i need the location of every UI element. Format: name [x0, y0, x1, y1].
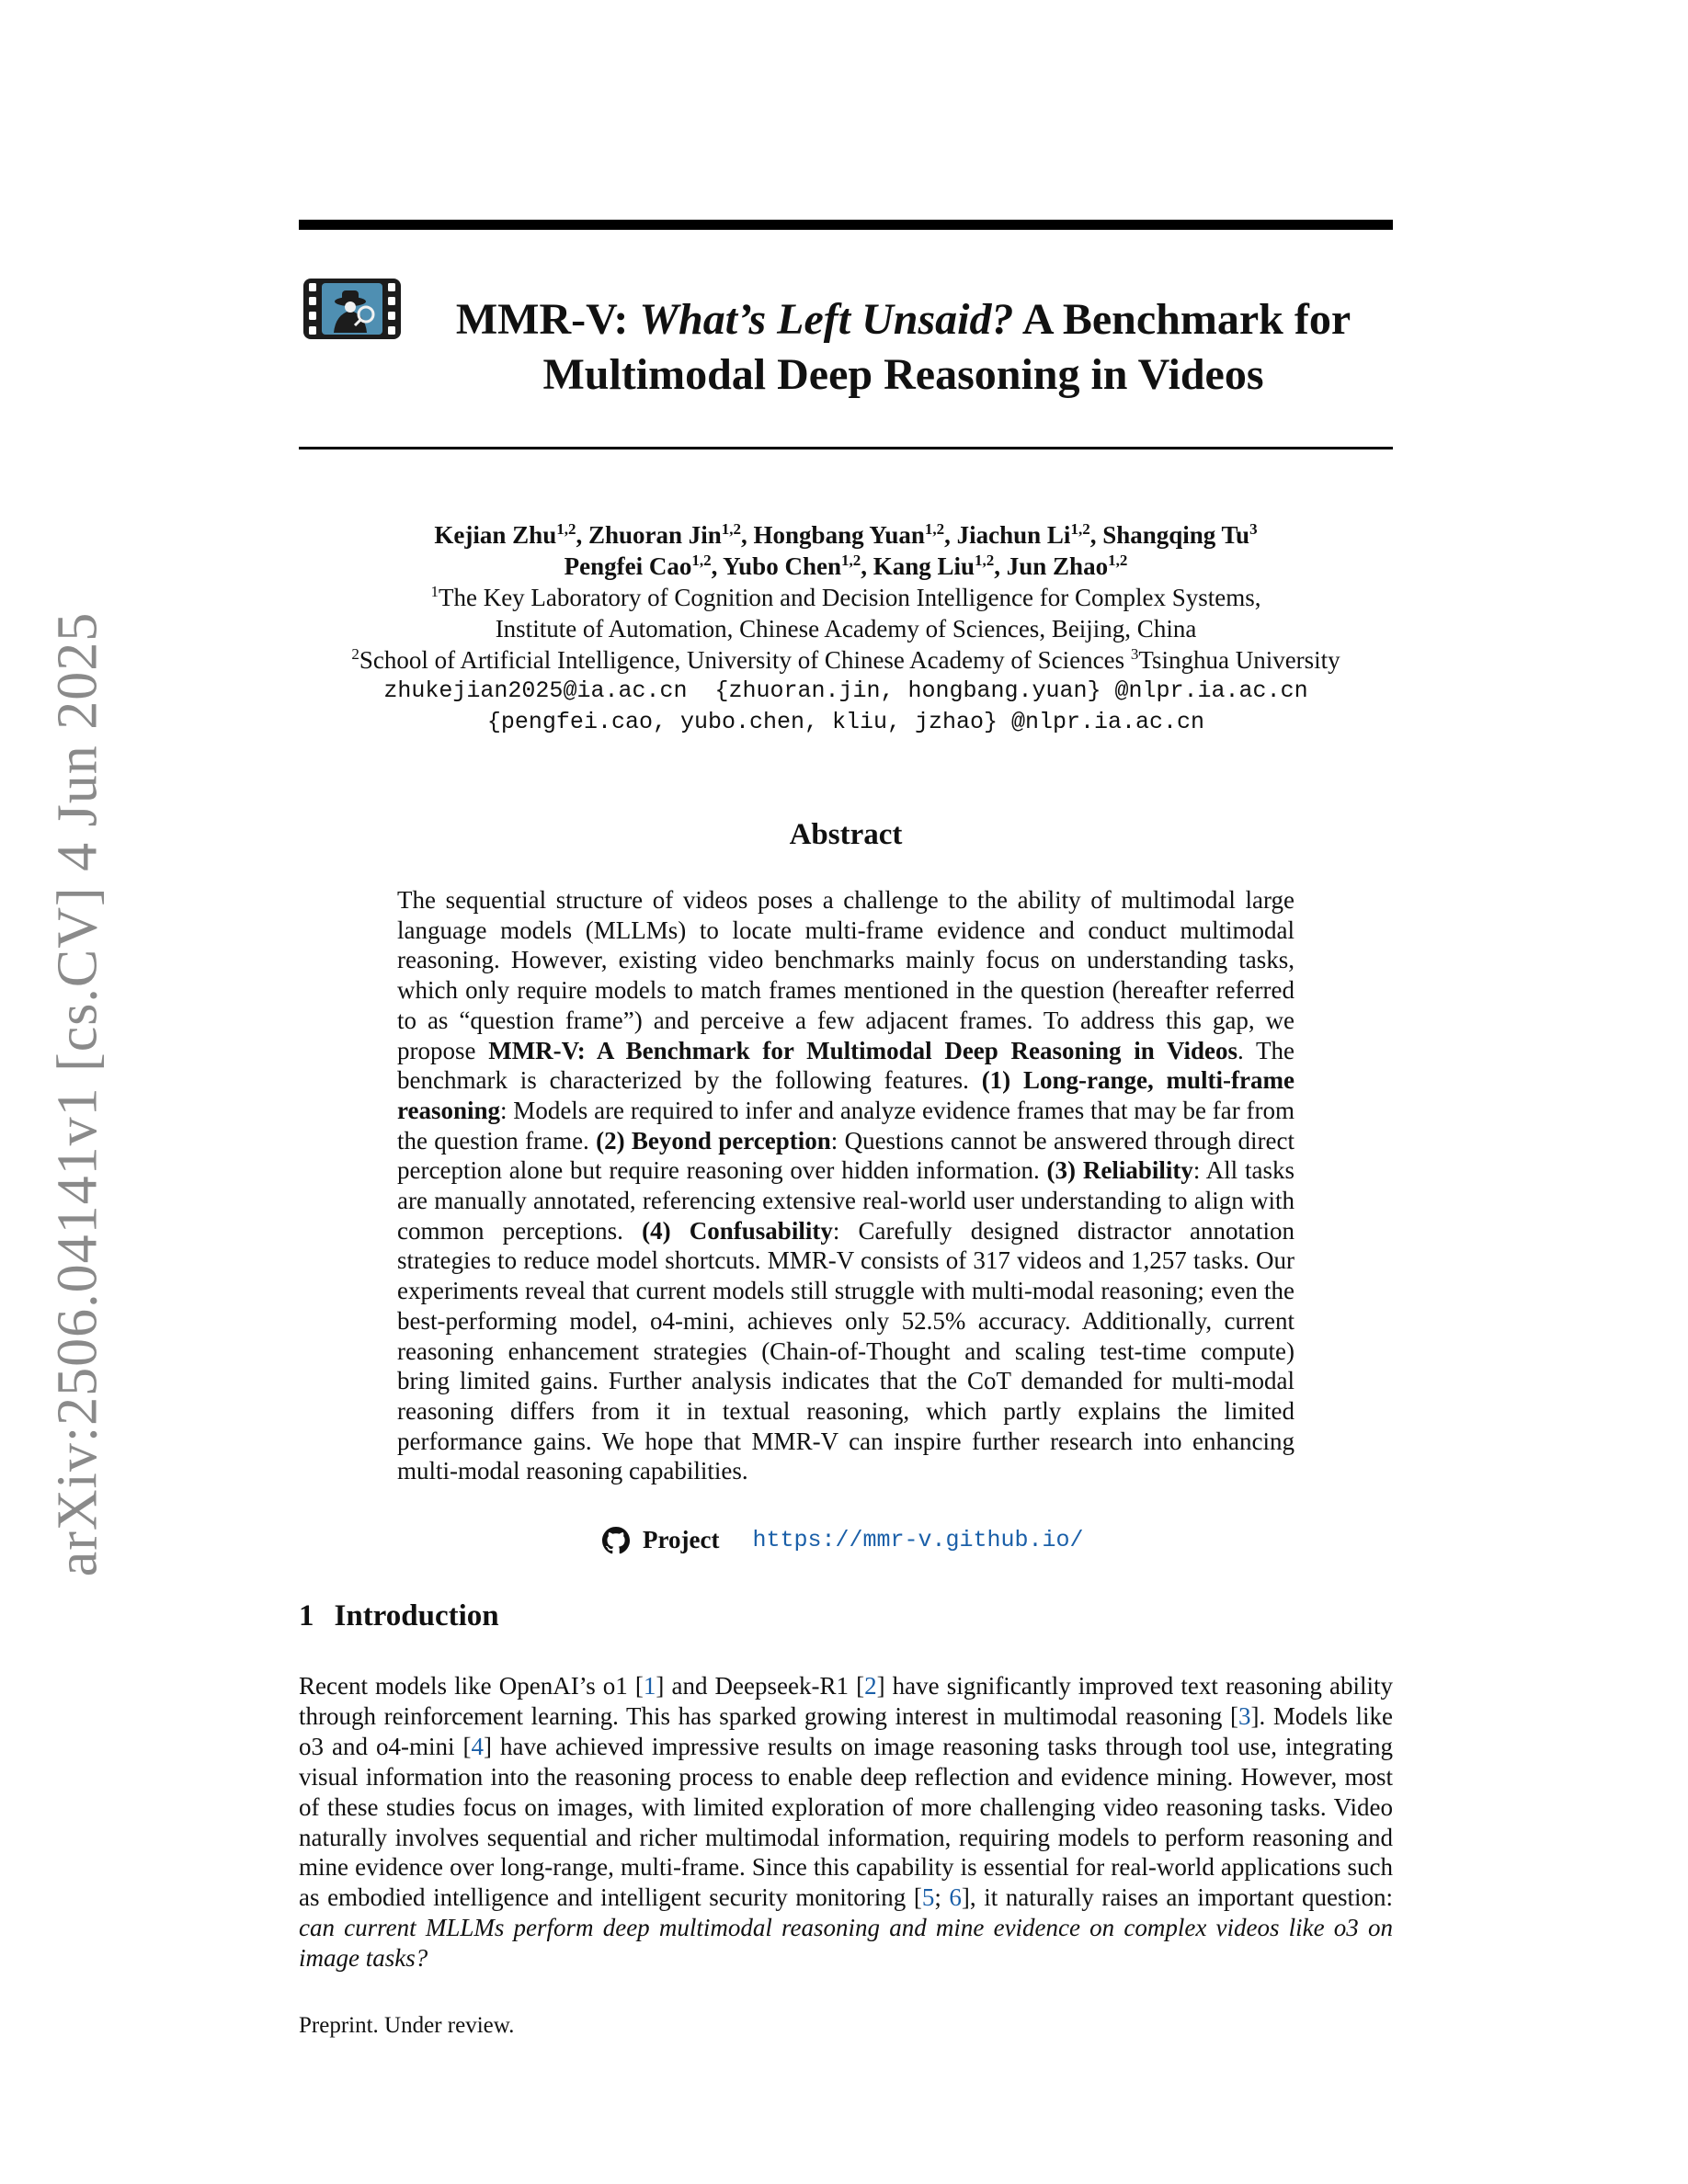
citation-link[interactable]: 2	[864, 1672, 877, 1700]
paper-title	[414, 292, 1393, 403]
arxiv-stamp	[46, 611, 109, 1576]
citation-link[interactable]: 4	[471, 1732, 484, 1760]
project-link-row	[602, 1526, 1084, 1554]
title-italic: What’s Left Unsaid?	[639, 295, 1014, 344]
top-rule	[299, 220, 1393, 230]
author-name: Jun Zhao	[1006, 552, 1109, 580]
email-line-2: {pengfei.cao, yubo.chen, kliu, jzhao} @nlpr.ia.ac.cn	[486, 709, 1205, 735]
author-affiliation-sup: 1,2	[721, 520, 742, 538]
section-number: 1	[299, 1599, 314, 1632]
affiliation-2-3: $^2$School of Artificial Intelligence, University of Chinese Academy of Sciences $^3$Tsinghua University	[351, 645, 1340, 674]
github-icon	[602, 1527, 630, 1554]
affiliation-1: $^1$The Key Laboratory of Cognition and Decision Intelligence for Complex Systems,	[430, 583, 1261, 611]
email-line-1: zhukejian2025@ia.ac.cn {zhuoran.jin, hongbang.yuan} @nlpr.ia.ac.cn	[383, 677, 1308, 704]
author-affiliation-sup: 1,2	[840, 552, 861, 569]
section-title: Introduction	[334, 1599, 499, 1632]
author-line-2: Pengfei Cao$^{1,2}$, Yubo Chen$^{1,2}$, Kang Liu$^{1,2}$, Jun Zhao$^{1,2}$	[564, 552, 1128, 580]
video-film-detective-icon	[302, 278, 402, 340]
author-affiliation-sup: 3	[1249, 520, 1258, 538]
author-name: Hongbang Yuan	[753, 521, 925, 549]
author-name: Yubo Chen	[723, 552, 841, 580]
author-affiliation-sup: 1,2	[556, 520, 576, 538]
citation-link[interactable]: 5	[921, 1883, 935, 1912]
author-name: Shangqing Tu	[1102, 521, 1250, 549]
author-affiliation-sup: 1,2	[975, 552, 995, 569]
title-bottom-rule	[299, 447, 1393, 449]
abstract-body: The sequential structure of videos poses a challenge to the ability of multimodal large language models (MLLMs) to locate multi-frame evidence and conduct multimodal reasoning. However, existing video benchmarks mainly focus on understanding tasks, which only require models to match frames mentioned in the question (hereafter referred to as “question frame”) and perceive a few adjacent frames. To address this gap, we propose MMR-V: A Benchmark for Multimodal Deep Reasoning in Videos. The benchmark is characterized by the following features. (1) Long-range, multi-frame reasoning: Models are required to infer and analyze evidence frames that may be far from the question frame. (2) Beyond perception: Questions cannot be answered through direct perception alone but require reasoning over hidden information. (3) Reliability: All tasks are manually annotated, referencing extensive real-world user understanding to align with common perceptions. (4) Confusability: Carefully designed distractor annotation strategies to reduce model shortcuts. MMR-V consists of 317 videos and 1,257 tasks. Our experiments reveal that current models still struggle with multi-modal reasoning; even the best-performing model, o4-mini, achieves only 52.5% accuracy. Additionally, current reasoning enhancement strategies (Chain-of-Thought and scaling test-time compute) bring limited gains. Further analysis indicates that the CoT demanded for multi-modal reasoning differs from it in textual reasoning, which partly explains the limited performance gains. We hope that MMR-V can inspire further research into enhancing multi-modal reasoning capabilities.	[397, 886, 1295, 1485]
introduction-paragraph: Recent models like OpenAI’s o1 [1] and Deepseek-R1 [2] have significantly improved text reasoning ability through reinforcement learning. This has sparked growing interest in multimodal reasoning [3]. Models like o3 and o4-mini [4] have achieved impressive results on image reasoning tasks through tool use, integrating visual information into the reasoning process to enable deep reflection and evidence mining. However, most of these studies focus on images, with limited exploration of more challenging video reasoning tasks. Video naturally involves sequential and richer multimodal information, requiring models to perform reasoning and mine evidence over long-range, multi-frame. Since this capability is essential for real-world applications such as embodied intelligence and intelligent security monitoring [5; 6], it naturally raises an important question: can current MLLMs perform deep multimodal reasoning and mine evidence on complex videos like o3 on image tasks?	[299, 1672, 1393, 1973]
abstract-heading: Abstract	[789, 818, 903, 851]
preprint-footer: Preprint. Under review.	[299, 2013, 515, 2038]
title-line-1	[414, 292, 1393, 347]
author-affiliation-sup: 1,2	[1070, 520, 1090, 538]
author-affiliation-sup: 1,2	[924, 520, 945, 538]
affiliation-1-cont: Institute of Automation, Chinese Academy of Sciences, Beijing, China	[495, 615, 1197, 643]
author-affiliation-sup: 1,2	[691, 552, 712, 569]
citation-link[interactable]: 6	[949, 1883, 962, 1912]
author-name: Kejian Zhu	[434, 521, 557, 549]
citation-link[interactable]: 1	[643, 1672, 656, 1700]
author-name: Pengfei Cao	[564, 552, 692, 580]
author-line-1: Kejian Zhu$^{1,2}$, Zhuoran Jin$^{1,2}$, Hongbang Yuan$^{1,2}$, Jiachun Li$^{1,2}$, Shangqing Tu$^3$	[434, 520, 1258, 549]
author-name: Kang Liu	[873, 552, 975, 580]
author-affiliation-sup: 1,2	[1108, 552, 1128, 569]
title-rest: A Benchmark for	[1021, 295, 1352, 344]
title-line-2: Multimodal Deep Reasoning in Videos	[542, 350, 1264, 399]
arxiv-stamp-text: arXiv:2506.04141v1 [cs.CV] 4 Jun 2025	[46, 611, 109, 1576]
citation-link[interactable]: 3	[1238, 1701, 1251, 1730]
title-prefix: MMR-V:	[455, 295, 629, 344]
author-name: Zhuoran Jin	[587, 521, 722, 549]
research-question: can current MLLMs perform deep multimodal reasoning and mine evidence on complex videos like o3 on image tasks?	[299, 1914, 1393, 1973]
section-heading-introduction	[299, 1599, 499, 1633]
author-name: Jiachun Li	[956, 521, 1071, 549]
project-label: Project	[643, 1526, 720, 1553]
author-block	[299, 519, 1393, 738]
project-url-link[interactable]: https://mmr-v.github.io/	[752, 1527, 1084, 1553]
